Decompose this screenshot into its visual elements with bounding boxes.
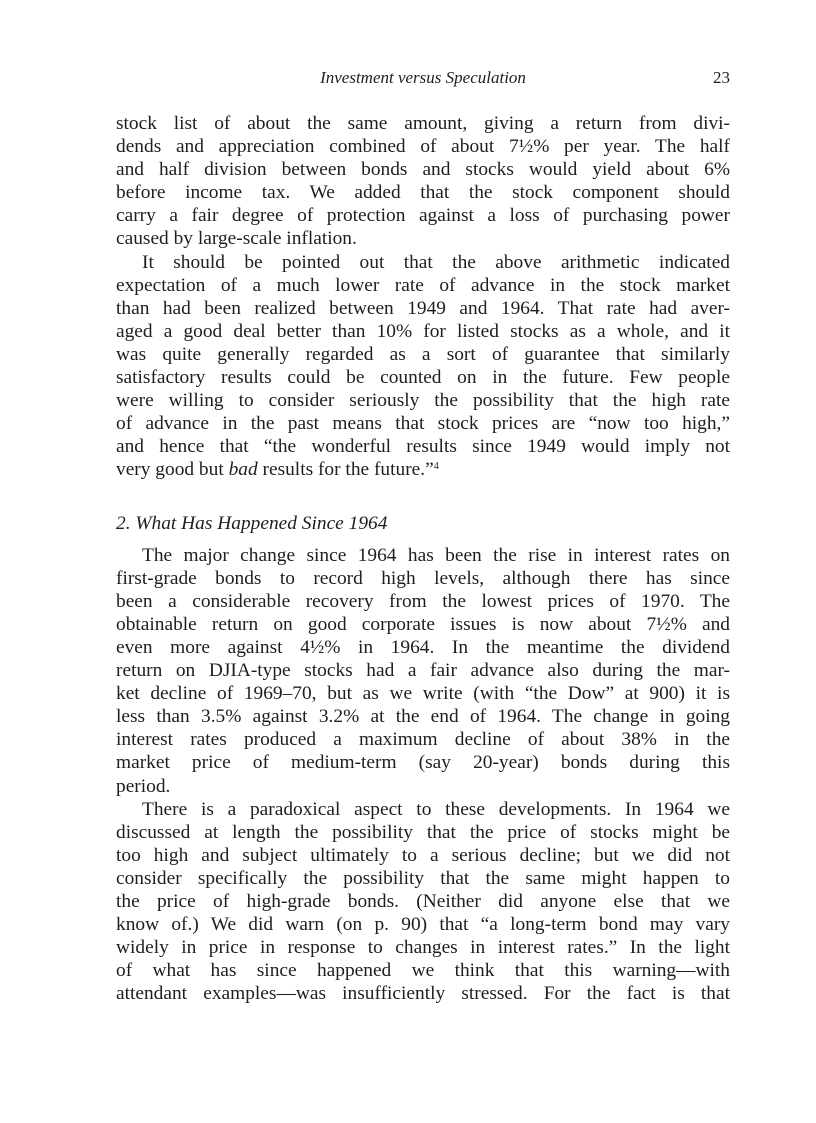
text-line: were willing to consider seriously the possibility that the high rate [116,390,730,412]
text-line: ket decline of 1969–70, but as we write (with “the Dow” at 900) it is [116,683,730,705]
paragraph-1 [116,112,730,251]
text-line: the price of high-grade bonds. (Neither did anyone else that we [116,891,730,912]
text-line: even more against 4½% in 1964. In the meantime the dividend [116,636,730,658]
running-head-title: Investment versus Speculation [320,68,526,87]
text-line: period. [116,775,171,797]
text-line: been a considerable recovery from the lowest prices of 1970. The [116,590,730,612]
text-run: results for the future.” [257,459,434,481]
paragraph-2 [116,251,730,482]
text-line: than had been realized between 1949 and 1964. That rate had aver- [116,297,730,319]
text-line: satisfactory results could be counted on in the future. Few people [116,367,730,389]
text-line [116,458,730,481]
paragraph-4 [116,798,730,1006]
text-line: The major change since 1964 has been the rise in interest rates on [142,544,730,566]
footnote-marker: 4 [433,461,439,473]
text-line: and half division between bonds and stocks would yield about 6% [116,159,730,181]
text-line: and hence that “the wonderful results since 1949 would imply not [116,436,730,458]
text-line: carry a fair degree of protection against a loss of purchasing power [116,205,730,227]
text-line: It should be pointed out that the above arithmetic indicated [142,251,730,273]
text-line: aged a good deal better than 10% for listed stocks as a whole, and it [116,320,730,342]
text-line: discussed at length the possibility that the price of stocks might be [116,821,730,843]
text-line: attendant examples—was insufficiently stressed. For the fact is that [116,983,730,1005]
emphasis-text: bad [228,459,258,481]
text-line: There is a paradoxical aspect to these developments. In 1964 we [142,798,730,820]
section-heading: 2. What Has Happened Since 1964 [116,512,388,534]
text-line: of advance in the past means that stock prices are “now too high,” [116,413,730,435]
text-line: stock list of about the same amount, giving a return from divi- [116,113,730,134]
text-line: return on DJIA-type stocks had a fair advance also during the mar- [116,660,730,682]
text-line: interest rates produced a maximum decline of about 38% in the [116,729,730,751]
body-text [116,112,730,1005]
text-line: dends and appreciation combined of about 7½% per year. The half [116,136,730,158]
text-line: widely in price in response to changes in interest rates.” In the light [116,937,730,959]
text-line: expectation of a much lower rate of advance in the stock market [116,274,730,296]
text-line: market price of medium-term (say 20-year) bonds during this [116,752,730,774]
running-head [116,66,730,90]
text-line: know of.) We did warn (on p. 90) that “a long-term bond may vary [116,914,730,936]
text-line: less than 3.5% against 3.2% at the end of 1964. The change in going [116,706,730,728]
text-line: of what has since happened we think that this warning—with [116,960,730,982]
text-line: obtainable return on good corporate issues is now about 7½% and [116,613,730,635]
page-number: 23 [713,68,730,87]
text-line: was quite generally regarded as a sort of guarantee that similarly [116,343,730,365]
text-line: first-grade bonds to record high levels, although there has since [116,567,730,589]
text-line: before income tax. We added that the stock component should [116,182,730,204]
text-line: too high and subject ultimately to a serious decline; but we did not [116,844,730,866]
text-run: very good but [116,459,229,481]
text-line: caused by large-scale inflation. [116,228,357,250]
text-line: consider specifically the possibility that the same might happen to [116,867,730,889]
paragraph-3 [116,544,730,798]
